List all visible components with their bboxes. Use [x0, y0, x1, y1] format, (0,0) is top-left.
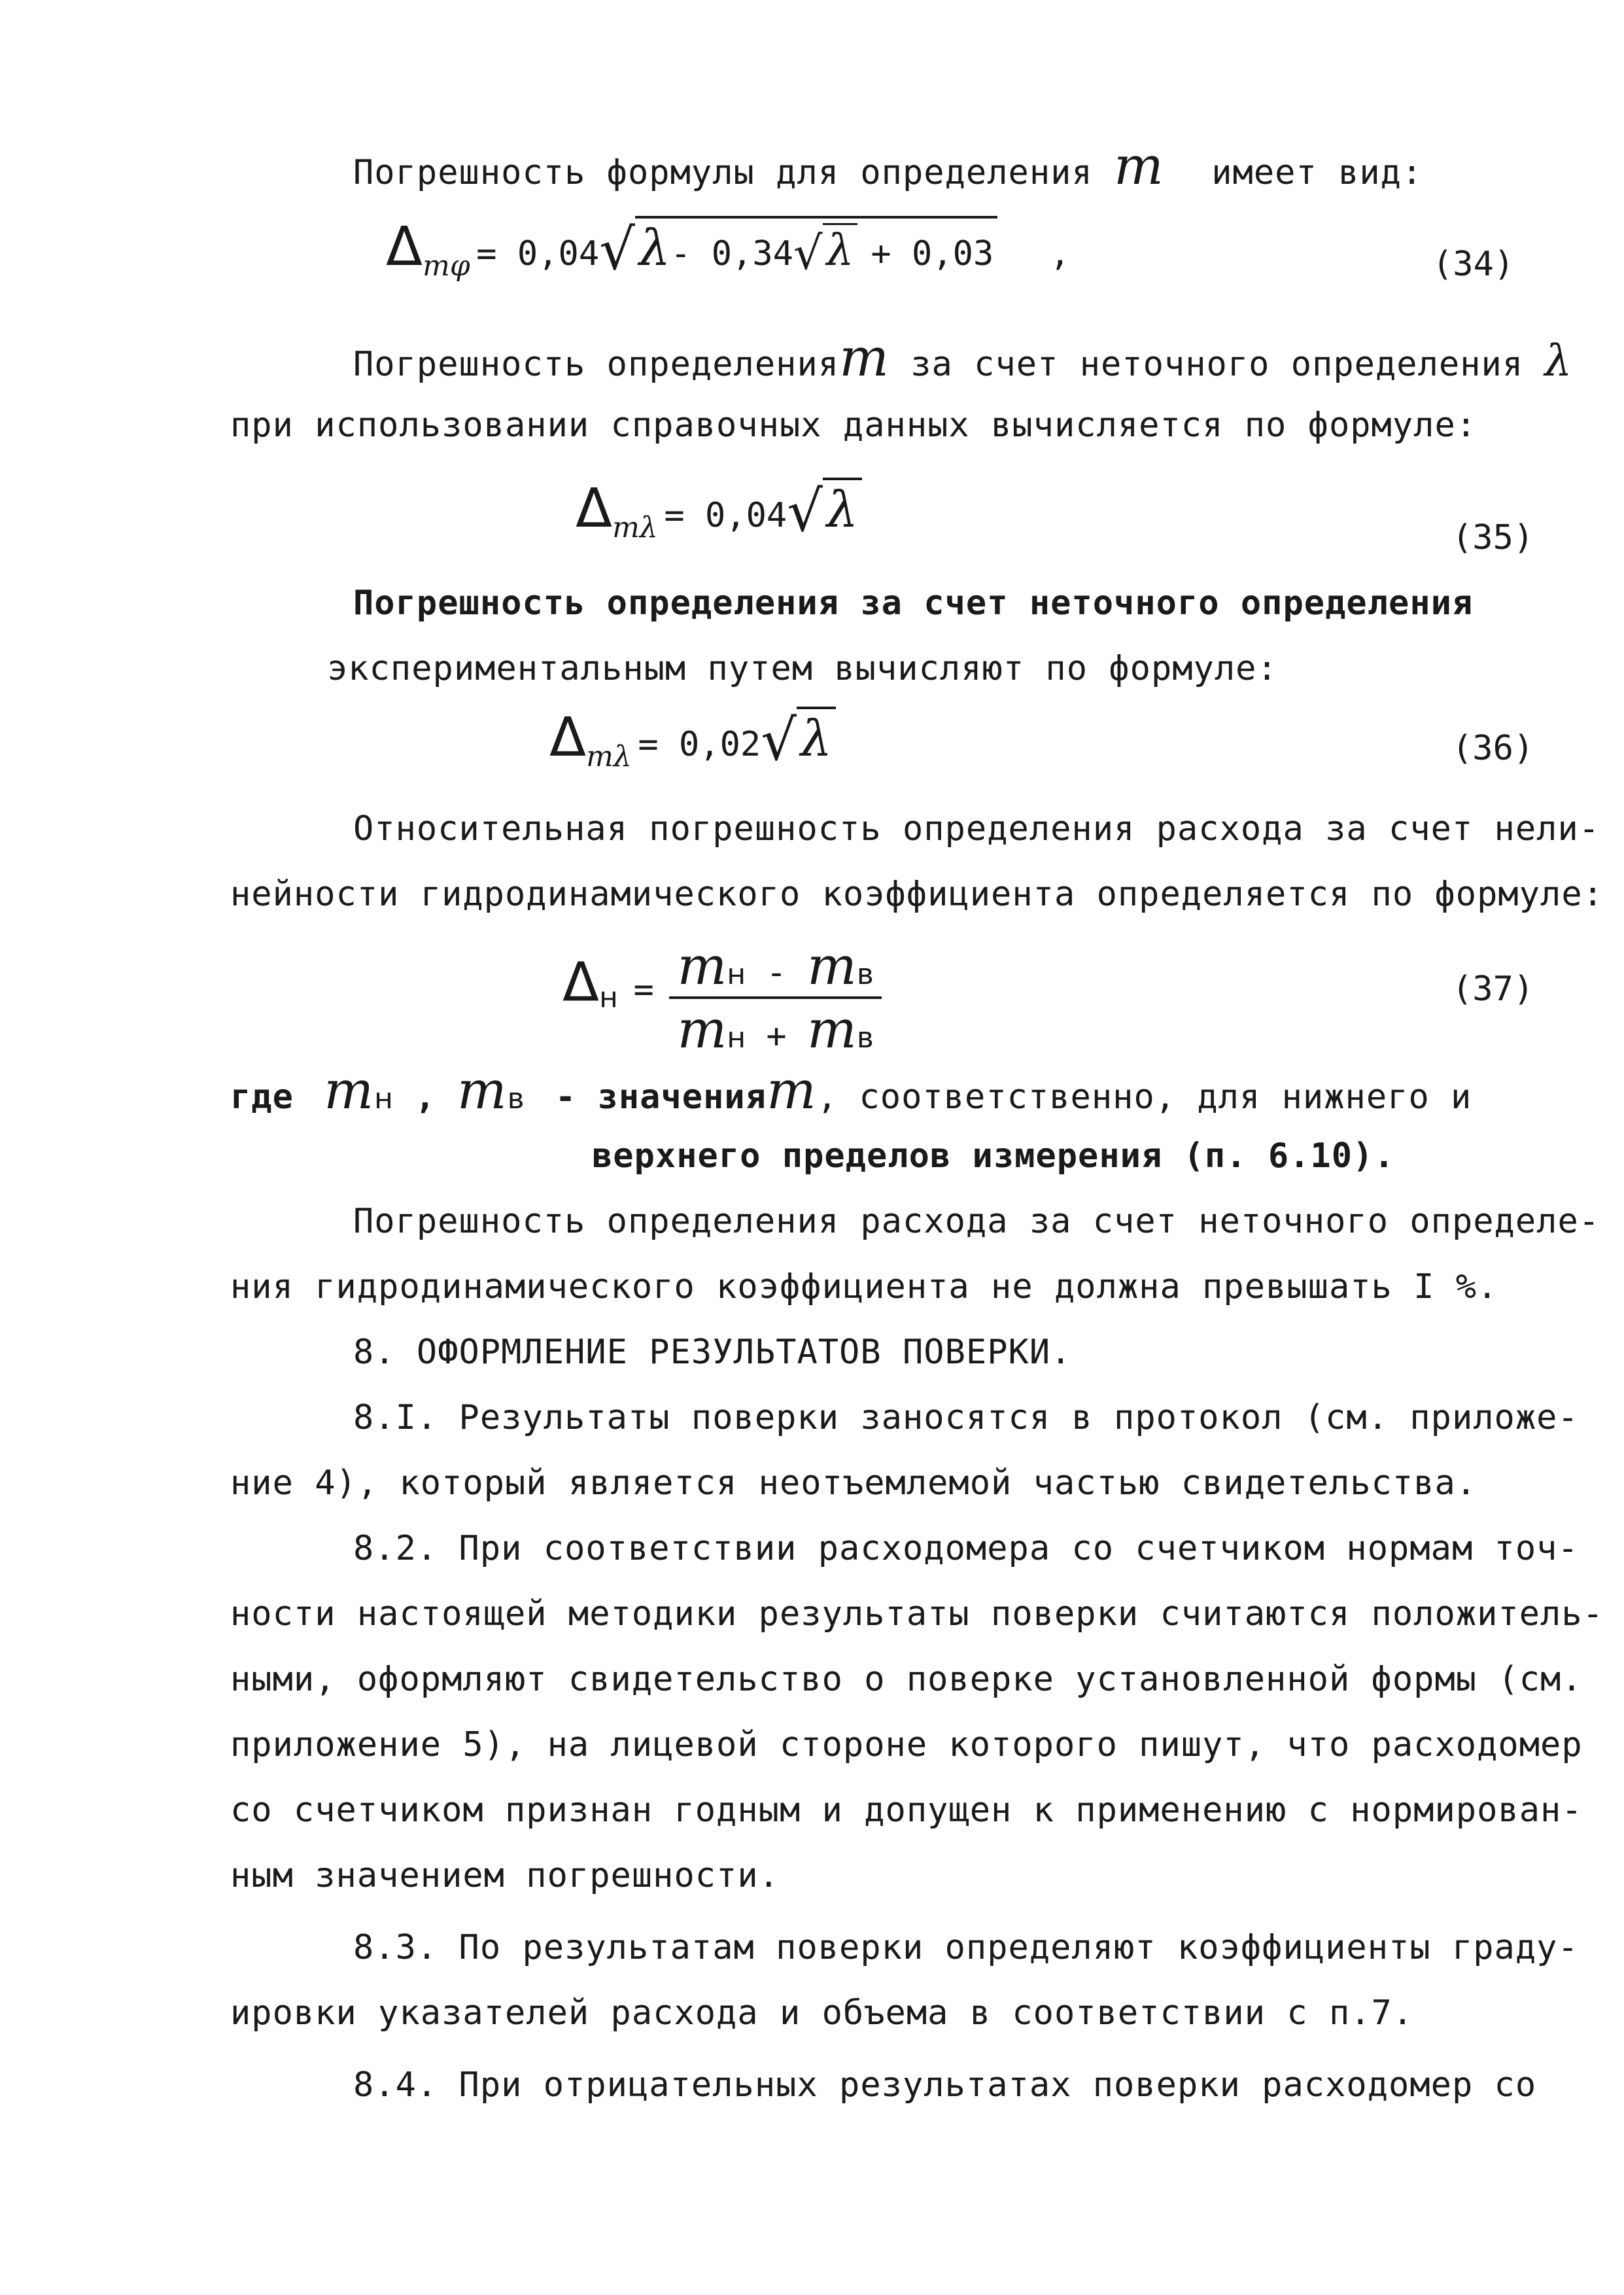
equation-35 [576, 478, 862, 544]
fraction [669, 936, 881, 1060]
square-root-inner: √λ [793, 223, 857, 280]
equation-37 [562, 936, 882, 1060]
text-span: Погрешность определения [353, 345, 840, 384]
equation-36 [549, 707, 836, 773]
subscript: в [507, 1082, 525, 1115]
delta-symbol: Δ [386, 216, 423, 278]
equation-number-35: (35) [1452, 518, 1534, 557]
text-line-20: ным значением погрешности. [230, 1856, 780, 1895]
symbol-m: m [839, 327, 890, 388]
delta-symbol: Δ [576, 478, 613, 540]
text-line-3: при использовании справочных данных вычисляется по формуле: [230, 406, 1477, 445]
text-line-5: экспериментальным путем вычисляют по формуле: [327, 649, 1278, 688]
subscript: н [599, 981, 618, 1015]
lambda-symbol: λ [638, 219, 671, 277]
symbol-m: m [324, 1060, 375, 1121]
text-span: имеет вид: [1211, 153, 1423, 192]
delta-symbol: Δ [562, 951, 600, 1014]
text-line-22: ировки указателей расхода и объема в соответствии с п.7. [230, 1993, 1414, 2033]
lambda-symbol: λ [827, 480, 859, 538]
text-span: за счет неточного определения [910, 345, 1524, 384]
coefficient: - 0,34 [670, 234, 793, 273]
equals-sign: = [633, 970, 654, 1009]
text-line-18: приложение 5), на лицевой стороне которого пишут, что расходомер [230, 1725, 1583, 1764]
text-span: - значения [555, 1077, 767, 1117]
text-line-7: нейности гидродинамического коэффициента определяется по формуле: [230, 875, 1604, 914]
text-line-6: Относительная погрешность определения расхода за счет нели- [353, 809, 1600, 849]
text-span: где [230, 1077, 294, 1117]
coefficient: = 0,02 [638, 725, 761, 764]
punctuation: , [1049, 234, 1071, 273]
numerator: mн - mв [669, 936, 881, 999]
text-span: Погрешность формулы для определения [353, 153, 1093, 192]
subscript: mφ [423, 249, 470, 283]
symbol-m: m [1114, 135, 1164, 196]
text-line-11: ния гидродинамического коэффициента не должна превышать I %. [230, 1267, 1498, 1306]
coefficient: = 0,04 [664, 496, 787, 535]
text-line-21: 8.3. По результатам поверки определяют коэффициенты граду- [353, 1928, 1579, 1967]
text-line-9: верхнего пределов измерения (п. 6.10). [592, 1136, 1395, 1176]
constant: + 0,03 [871, 234, 994, 273]
text-line-10: Погрешность определения расхода за счет неточного определе- [353, 1202, 1600, 1241]
text-line-17: ными, оформляют свидетельство о поверке установленной формы (см. [230, 1660, 1583, 1699]
square-root: √λ [787, 478, 862, 544]
punctuation: , [415, 1077, 436, 1117]
symbol-m: m [767, 1060, 817, 1121]
text-line-14: ние 4), который является неотъемлемой частью свидетельства. [230, 1463, 1477, 1503]
text-span: , соответственно, для нижнего и [816, 1077, 1472, 1117]
equation-number-37: (37) [1452, 970, 1534, 1009]
text-line-1 [353, 135, 1423, 196]
equation-34 [386, 216, 1070, 283]
equation-number-36: (36) [1452, 729, 1534, 768]
subscript: mλ [586, 740, 632, 773]
text-line-16: ности настоящей методики результаты поверки считаются положитель- [230, 1594, 1604, 1634]
coefficient: = 0,04 [476, 234, 600, 273]
equation-number-34: (34) [1432, 245, 1515, 284]
subscript: mλ [612, 511, 658, 544]
text-line-19: со счетчиком признан годным и допущен к применению с нормирован- [230, 1791, 1583, 1830]
lambda-symbol: λ [1544, 336, 1573, 386]
lambda-symbol: λ [801, 709, 833, 767]
square-root: √λ- 0,34√λ + 0,03 [599, 216, 997, 283]
delta-symbol: Δ [549, 707, 587, 769]
section-heading: 8. ОФОРМЛЕНИЕ РЕЗУЛЬТАТОВ ПОВЕРКИ. [353, 1333, 1072, 1372]
denominator: mн + mв [677, 999, 874, 1060]
text-line-23: 8.4. При отрицательных результатах поверки расходомер со [353, 2065, 1537, 2105]
lambda-symbol: λ [826, 225, 854, 275]
text-line-8 [230, 1060, 1472, 1121]
text-line-15: 8.2. При соответствии расходомера со счетчиком нормам точ- [353, 1529, 1579, 1568]
symbol-m: m [457, 1060, 508, 1121]
subscript: н [374, 1082, 394, 1115]
text-line-2 [353, 327, 1573, 388]
square-root: √λ [761, 707, 836, 773]
text-line-4: Погрешность определения за счет неточного определения [353, 584, 1474, 623]
text-line-13: 8.I. Результаты поверки заносятся в протокол (см. приложе- [353, 1398, 1579, 1437]
